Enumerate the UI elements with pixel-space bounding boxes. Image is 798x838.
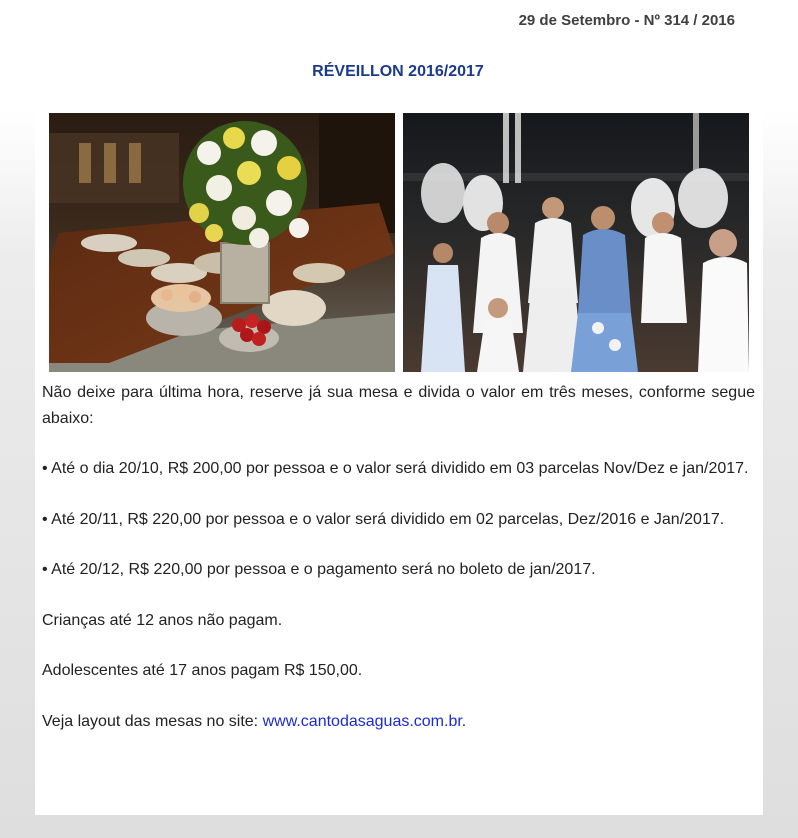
party-photo bbox=[403, 113, 749, 372]
page-title: RÉVEILLON 2016/2017 bbox=[312, 63, 484, 80]
intro-paragraph: Não deixe para última hora, reserve já sua mesa e divida o valor em três meses, conforme segue abaixo: bbox=[42, 384, 755, 427]
tier-2-paragraph: • Até 20/11, R$ 220,00 por pessoa e o valor será dividido em 02 parcelas, Dez/2016 e Jan/2017. bbox=[42, 510, 725, 528]
newsletter-sheet bbox=[35, 0, 763, 815]
layout-suffix: . bbox=[461, 712, 467, 730]
issue-date: 29 de Setembro - Nº 314 / 2016 bbox=[518, 12, 735, 29]
layout-paragraph bbox=[42, 709, 755, 735]
website-link[interactable]: www.cantodasaguas.com.br bbox=[262, 712, 462, 730]
article-body bbox=[42, 380, 755, 759]
tier-3-paragraph: • Até 20/12, R$ 220,00 por pessoa e o pagamento será no boleto de jan/2017. bbox=[42, 561, 596, 578]
children-paragraph: Crianças até 12 anos não pagam. bbox=[42, 611, 283, 629]
teens-paragraph: Adolescentes até 17 anos pagam R$ 150,00. bbox=[42, 662, 363, 679]
buffet-photo bbox=[49, 113, 395, 372]
layout-prefix: Veja layout das mesas no site: bbox=[42, 712, 263, 730]
tier-1-paragraph: • Até o dia 20/10, R$ 200,00 por pessoa e o valor será dividido em 03 parcelas Nov/Dez e jan/2017. bbox=[42, 460, 749, 477]
